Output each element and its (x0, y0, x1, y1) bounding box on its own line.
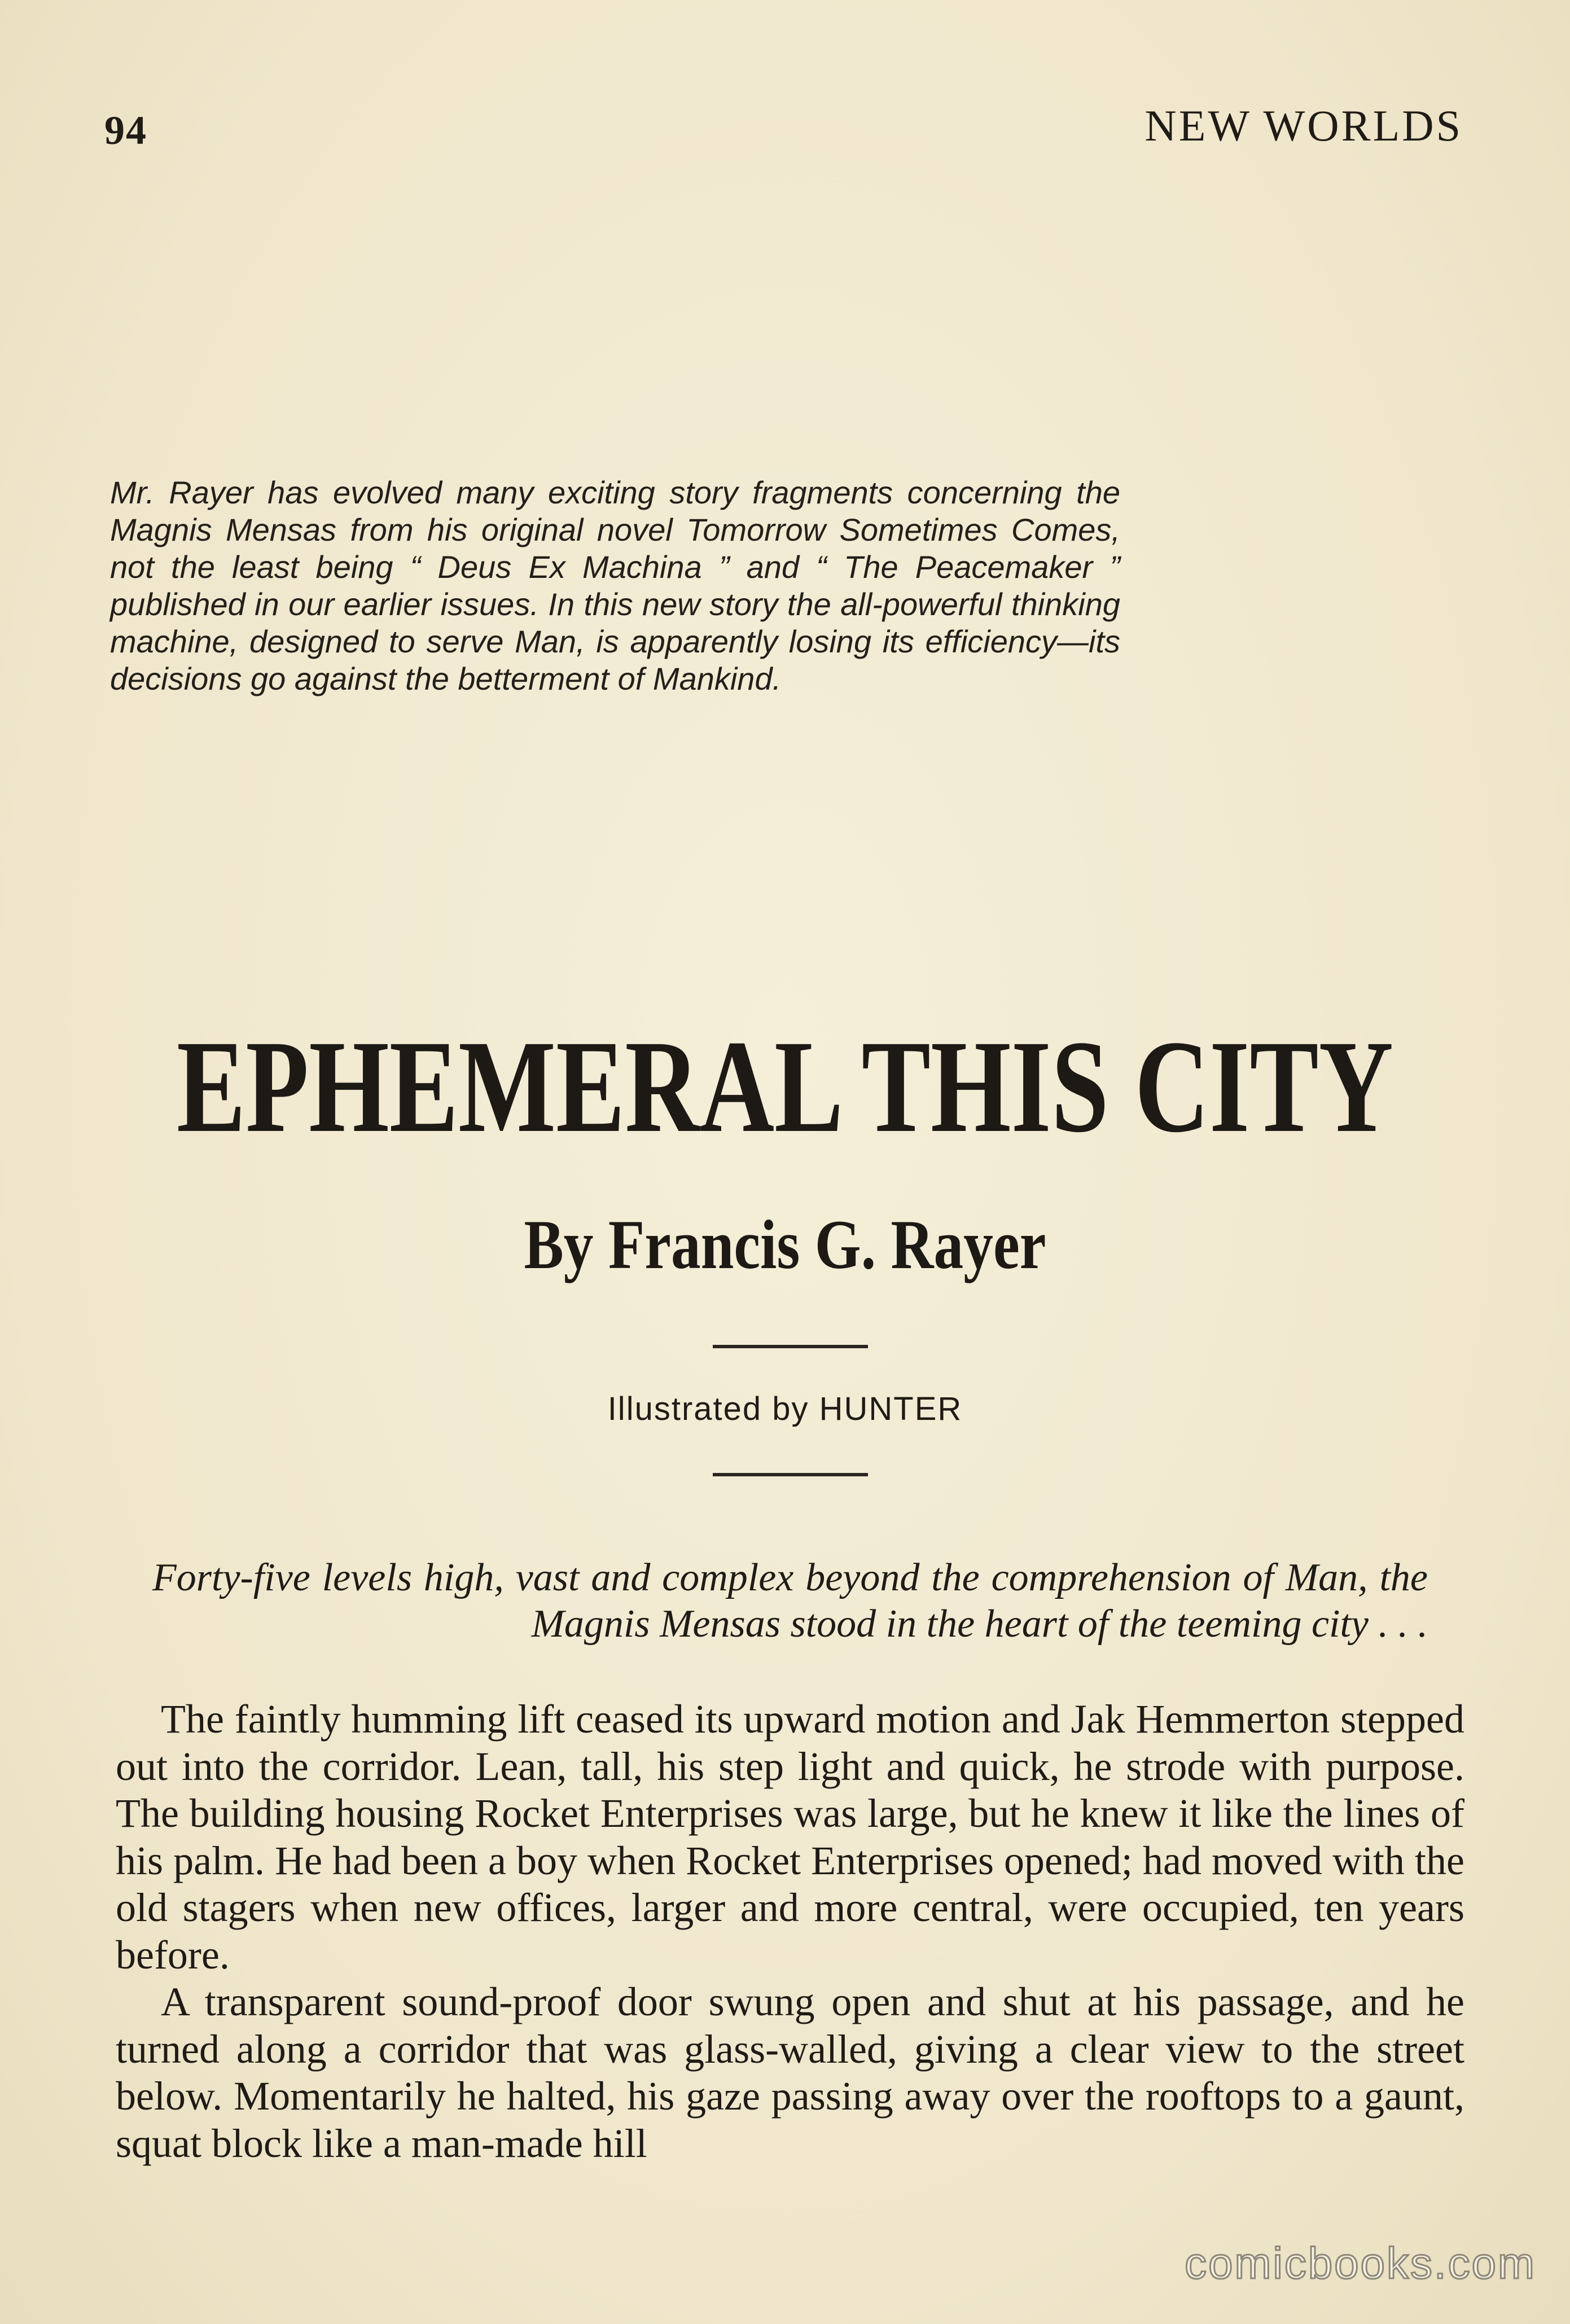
story-lead: Forty-five levels high, vast and complex beyond the comprehension of Man, the Magnis Mensas stood in the heart of the teeming city . . . (152, 1556, 1428, 1646)
divider-rule-bottom (713, 1473, 868, 1476)
running-head: NEW WORLDS (1144, 101, 1463, 150)
illustrator-credit: Illustrated by HUNTER (607, 1391, 963, 1427)
page-number: 94 (104, 108, 147, 153)
story-title: EPHEMERAL THIS CITY (176, 1013, 1394, 1160)
divider-rule-top (713, 1345, 868, 1348)
watermark: comicbooks.com (1185, 2238, 1536, 2288)
story-body (116, 1696, 1464, 2167)
body-paragraph: The faintly humming lift ceased its upward motion and Jak Hemmerton stepped out into the corridor. Lean, tall, his step light and quick, he strode with purpose. The building housing Rocket Enterprises was large, but he knew it like the lines of his palm. He had been a boy when Rocket Enterprises opened; had moved with the old stagers when new offices, larger and more central, were occupied, ten years before. (116, 1696, 1464, 1977)
story-byline: By Francis G. Rayer (524, 1206, 1046, 1283)
body-paragraph: A transparent sound-proof door swung open and shut at his passage, and he turned along a corridor that was glass-walled, giving a clear view to the street below. Momentarily he halted, his gaze passing away over the rooftops to a gaunt, squat block like a man-made hill (116, 1979, 1464, 2166)
editorial-intro: Mr. Rayer has evolved many exciting story fragments concerning the Magnis Mensas from his original novel Tomorrow Sometimes Comes, not the least being “ Deus Ex Machina ” and “ The Peacemaker ” published in our earlier issues. In this new story the all-powerful thinking machine, designed to serve Man, is apparently losing its efficiency—its decisions go against the betterment of Mankind. (110, 475, 1120, 696)
